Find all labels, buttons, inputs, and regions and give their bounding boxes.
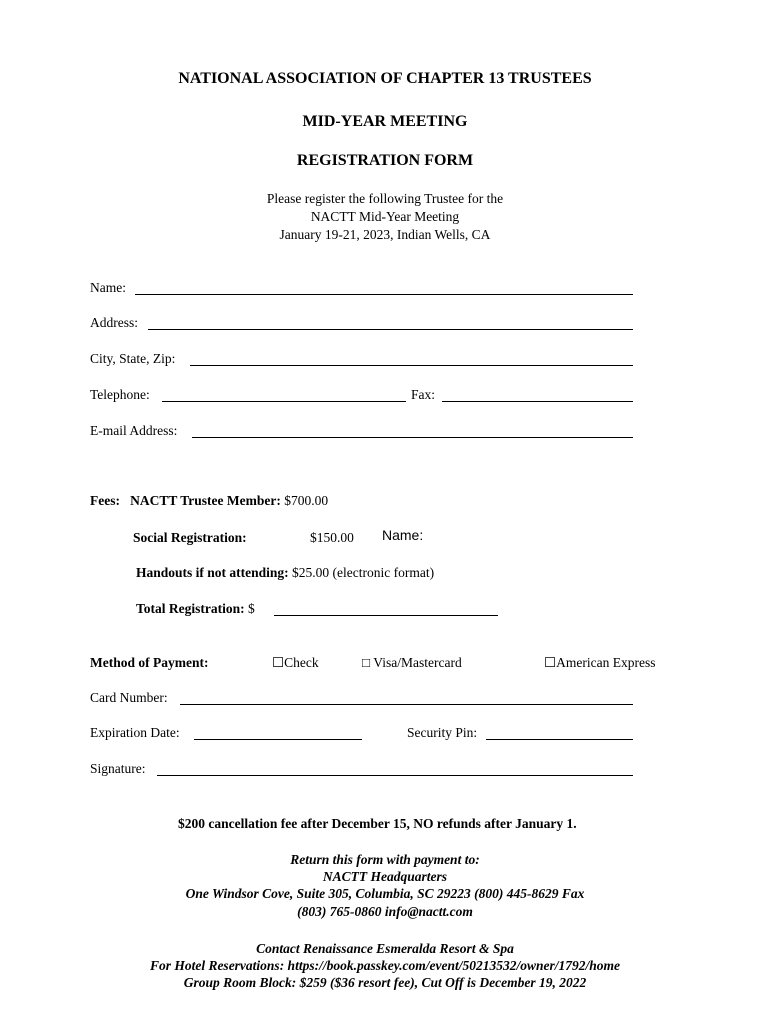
member-fee-label: NACTT Trustee Member: — [130, 493, 281, 508]
payment-method-label: Method of Payment: — [90, 655, 209, 670]
address-label: Address: — [90, 315, 138, 330]
fax-field[interactable] — [442, 401, 633, 402]
amex-label: American Express — [556, 655, 656, 670]
intro-line-3: January 19-21, 2023, Indian Wells, CA — [279, 227, 491, 242]
checkbox-icon[interactable]: ☐ — [544, 655, 557, 670]
form-title: REGISTRATION FORM — [296, 152, 474, 169]
fees-label: Fees: — [90, 493, 120, 508]
visa-option[interactable] — [362, 655, 462, 671]
email-label: E-mail Address: — [90, 423, 178, 438]
city-state-zip-label: City, State, Zip: — [90, 351, 176, 366]
social-registration-label: Social Registration: — [133, 530, 247, 545]
handouts-amount: $25.00 (electronic format) — [292, 565, 435, 580]
return-line-1: Return this form with payment to: — [290, 852, 480, 867]
telephone-field[interactable] — [162, 401, 406, 402]
signature-label: Signature: — [90, 761, 146, 776]
check-label: Check — [284, 655, 319, 670]
city-state-zip-field[interactable] — [190, 365, 633, 366]
return-line-3: One Windsor Cove, Suite 305, Columbia, SC 29223 (800) 445-8629 Fax — [185, 886, 585, 901]
intro-line-1: Please register the following Trustee for the — [266, 191, 504, 206]
member-fee-amount: $700.00 — [284, 493, 329, 508]
security-pin-field[interactable] — [486, 739, 633, 740]
org-title: NATIONAL ASSOCIATION OF CHAPTER 13 TRUSTEES — [178, 70, 592, 87]
name-field[interactable] — [135, 294, 633, 295]
email-field[interactable] — [192, 437, 633, 438]
total-currency: $ — [248, 601, 255, 616]
handouts-label: Handouts if not attending: — [136, 565, 289, 580]
social-name-label: Name: — [382, 527, 424, 543]
checkbox-icon[interactable]: □ — [362, 655, 371, 670]
return-line-4: (803) 765-0860 info@nactt.com — [297, 904, 473, 919]
fees-row — [90, 493, 328, 509]
return-line-2: NACTT Headquarters — [322, 869, 448, 884]
hotel-line-1: Contact Renaissance Esmeralda Resort & Spa — [256, 941, 514, 956]
hotel-line-3: Group Room Block: $259 ($36 resort fee), Cut Off is December 19, 2022 — [183, 975, 587, 990]
address-field[interactable] — [148, 329, 633, 330]
handouts-row — [136, 565, 434, 581]
security-pin-label: Security Pin: — [407, 725, 478, 740]
fax-label: Fax: — [411, 387, 436, 402]
meeting-title: MID-YEAR MEETING — [302, 113, 468, 130]
social-registration-amount: $150.00 — [310, 530, 354, 545]
telephone-label: Telephone: — [90, 387, 150, 402]
name-label: Name: — [90, 280, 126, 295]
total-registration-field[interactable] — [274, 615, 498, 616]
expiration-date-label: Expiration Date: — [90, 725, 180, 740]
total-registration-label: Total Registration: — [136, 601, 245, 616]
expiration-date-field[interactable] — [194, 739, 362, 740]
cancellation-notice: $200 cancellation fee after December 15, NO refunds after January 1. — [178, 816, 577, 831]
intro-line-2: NACTT Mid-Year Meeting — [310, 209, 460, 224]
total-row — [136, 601, 255, 617]
amex-option[interactable] — [544, 655, 655, 671]
card-number-label: Card Number: — [90, 690, 168, 705]
check-option[interactable] — [272, 655, 319, 671]
hotel-line-2: For Hotel Reservations: https://book.passkey.com/event/50213532/owner/1792/home — [149, 958, 621, 973]
visa-label: Visa/Mastercard — [373, 655, 462, 670]
signature-field[interactable] — [157, 775, 633, 776]
checkbox-icon[interactable]: ☐ — [272, 655, 285, 670]
card-number-field[interactable] — [180, 704, 633, 705]
